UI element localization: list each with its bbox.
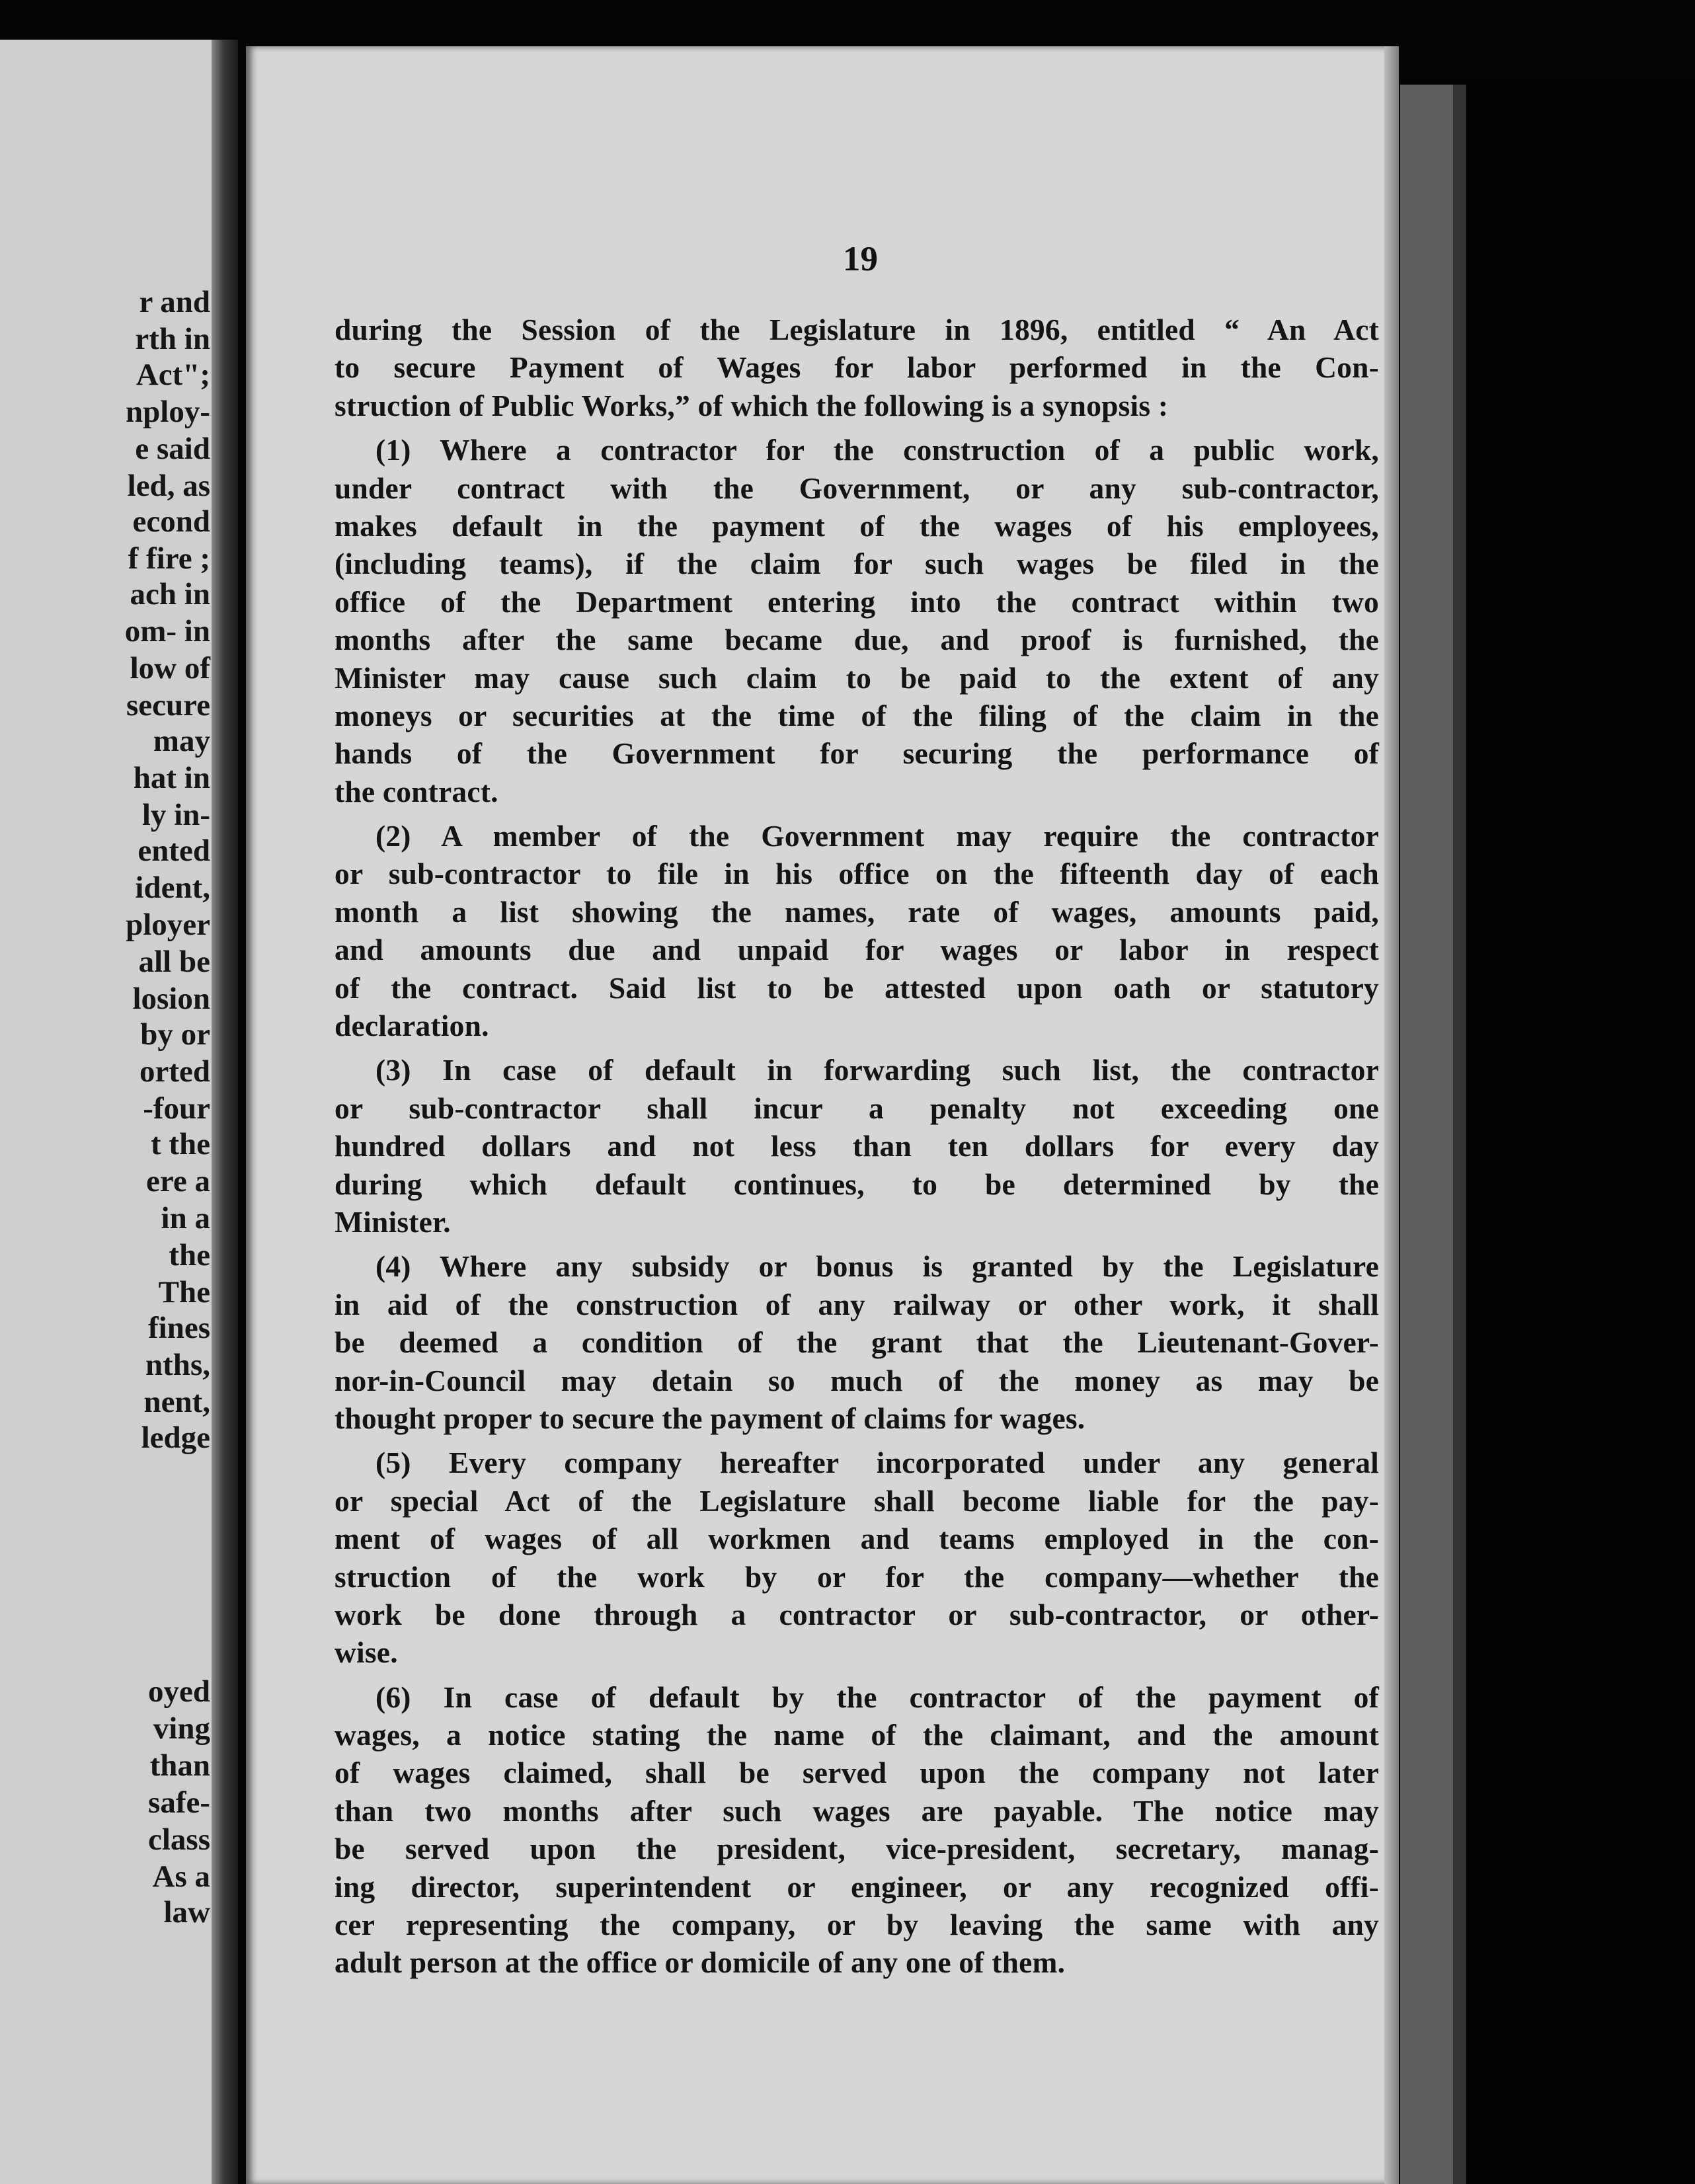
text-line: (3) In case of default in forwarding such list, the contractor bbox=[375, 1053, 1379, 1087]
text-line: wise. bbox=[335, 1635, 398, 1670]
backing-board bbox=[1400, 85, 1453, 2184]
previous-page-line: low of bbox=[130, 651, 210, 685]
previous-page-line: law bbox=[163, 1895, 210, 1930]
text-line: under contract with the Government, or any sub-contractor, bbox=[335, 471, 1379, 505]
previous-page-line: nths, bbox=[145, 1348, 210, 1382]
text-line: declaration. bbox=[335, 1009, 489, 1043]
previous-page-line: The bbox=[158, 1275, 210, 1309]
text-line: or special Act of the Legislature shall become liable for the pay- bbox=[335, 1483, 1379, 1518]
previous-page-line: oyed bbox=[148, 1674, 210, 1709]
text-line: Minister. bbox=[335, 1204, 451, 1239]
previous-page-line: than bbox=[149, 1748, 210, 1783]
previous-page-line: class bbox=[148, 1822, 210, 1857]
previous-page-line: ident, bbox=[135, 871, 210, 905]
previous-page-line: in a bbox=[161, 1201, 210, 1235]
previous-page-line: all be bbox=[138, 945, 210, 979]
previous-page-line: Act"; bbox=[136, 358, 210, 392]
previous-page-line: losion bbox=[132, 982, 210, 1016]
previous-page-line: orted bbox=[139, 1054, 210, 1089]
text-line: ment of wages of all workmen and teams employed in the con- bbox=[335, 1522, 1379, 1556]
text-line: (1) Where a contractor for the construction of a public work, bbox=[375, 433, 1379, 467]
previous-page-line: led, as bbox=[127, 469, 210, 503]
paragraph bbox=[335, 1051, 1379, 1241]
text-line: (4) Where any subsidy or bonus is granted by the Legislature bbox=[375, 1249, 1379, 1284]
previous-page bbox=[0, 40, 218, 2184]
previous-page-line: by or bbox=[140, 1017, 210, 1052]
text-line: and amounts due and unpaid for wages or labor in respect bbox=[335, 933, 1379, 967]
text-line: of wages claimed, shall be served upon the company not later bbox=[335, 1756, 1379, 1790]
previous-page-line: the bbox=[169, 1238, 210, 1272]
text-line: ing director, superintendent or engineer, or any recognized offi- bbox=[335, 1869, 1379, 1904]
text-line: office of the Department entering into the contract within two bbox=[335, 584, 1379, 619]
paragraph bbox=[335, 1247, 1379, 1437]
page-gutter bbox=[212, 40, 238, 2184]
body-text bbox=[335, 311, 1379, 1982]
previous-page-line: t the bbox=[150, 1127, 210, 1161]
text-line: adult person at the office or domicile of any one of them. bbox=[335, 1945, 1066, 1980]
text-line: be deemed a condition of the grant that the Lieutenant-Gover- bbox=[335, 1325, 1379, 1360]
paragraph bbox=[335, 817, 1379, 1044]
paragraph bbox=[335, 431, 1379, 810]
text-line: hundred dollars and not less than ten dollars for every day bbox=[335, 1129, 1379, 1163]
text-line: during the Session of the Legislature in 1896, entitled “ An Act bbox=[335, 313, 1379, 346]
text-line: or sub-contractor shall incur a penalty not exceeding one bbox=[335, 1091, 1379, 1125]
text-line: cer representing the company, or by leaving the same with any bbox=[335, 1908, 1379, 1942]
previous-page-line: e said bbox=[135, 432, 210, 466]
previous-page-line: As a bbox=[152, 1859, 210, 1894]
previous-page-line: nploy- bbox=[126, 395, 210, 429]
text-line: than two months after such wages are payable. The notice may bbox=[335, 1793, 1379, 1828]
previous-page-line: ach in bbox=[130, 577, 210, 611]
text-line: during which default continues, to be determined by the bbox=[335, 1167, 1379, 1201]
paragraph bbox=[335, 311, 1379, 424]
previous-page-line: secure bbox=[126, 688, 210, 722]
paragraph bbox=[335, 1444, 1379, 1671]
text-line: or sub-contractor to file in his office on the fifteenth day of each bbox=[335, 857, 1379, 891]
text-line: wages, a notice stating the name of the claimant, and the amount bbox=[335, 1718, 1379, 1752]
text-line: (including teams), if the claim for such wages be filed in the bbox=[335, 547, 1379, 581]
previous-page-line: ented bbox=[138, 834, 210, 868]
text-line: struction of Public Works,” of which the following is a synopsis : bbox=[335, 388, 1169, 422]
backing-board-edge bbox=[1453, 85, 1466, 2184]
page-edge bbox=[1384, 46, 1399, 2184]
text-line: thought proper to secure the payment of claims for wages. bbox=[335, 1401, 1085, 1435]
previous-page-line: econd bbox=[132, 504, 210, 539]
text-line: nor-in-Council may detain so much of the money as may be bbox=[335, 1363, 1379, 1397]
previous-page-line: hat in bbox=[133, 761, 210, 795]
previous-page-line: om- in bbox=[124, 614, 210, 648]
previous-page-line: may bbox=[153, 724, 210, 758]
previous-page-line: nent, bbox=[143, 1385, 210, 1419]
text-line: struction of the work by or for the company—whether the bbox=[335, 1559, 1379, 1594]
text-line: (6) In case of default by the contractor of the payment of bbox=[375, 1680, 1379, 1714]
previous-page-line: f fire ; bbox=[128, 541, 210, 576]
text-line: hands of the Government for securing the performance of bbox=[335, 736, 1379, 771]
text-line: be served upon the president, vice-president, secretary, manag- bbox=[335, 1832, 1379, 1866]
previous-page-line: ere a bbox=[146, 1164, 210, 1198]
previous-page-line: ving bbox=[153, 1711, 210, 1746]
text-line: moneys or securities at the time of the filing of the claim in the bbox=[335, 698, 1379, 732]
text-line: to secure Payment of Wages for labor performed in the Con- bbox=[335, 350, 1379, 385]
previous-page-line: safe- bbox=[148, 1785, 210, 1820]
text-line: of the contract. Said list to be attested upon oath or statutory bbox=[335, 970, 1379, 1005]
previous-page-line: ledge bbox=[141, 1421, 210, 1455]
text-line: month a list showing the names, rate of wages, amounts paid, bbox=[335, 894, 1379, 929]
text-line: (2) A member of the Government may require the contractor bbox=[375, 819, 1379, 853]
text-line: the contract. bbox=[335, 774, 498, 808]
text-line: work be done through a contractor or sub-contractor, or other- bbox=[335, 1597, 1379, 1631]
page-number: 19 bbox=[843, 240, 878, 278]
previous-page-line: fines bbox=[148, 1311, 210, 1345]
text-line: in aid of the construction of any railway or other work, it shall bbox=[335, 1287, 1379, 1321]
previous-page-line: ployer bbox=[126, 908, 210, 942]
text-line: Minister may cause such claim to be paid to the extent of any bbox=[335, 660, 1379, 695]
paragraph bbox=[335, 1678, 1379, 1982]
text-line: makes default in the payment of the wages of his employees, bbox=[335, 508, 1379, 543]
previous-page-line: ly in- bbox=[141, 798, 210, 832]
previous-page-line: rth in bbox=[135, 322, 210, 356]
text-line: (5) Every company hereafter incorporated under any general bbox=[375, 1446, 1379, 1480]
text-line: months after the same became due, and proof is furnished, the bbox=[335, 623, 1379, 657]
previous-page-line: -four bbox=[143, 1091, 210, 1126]
previous-page-line: r and bbox=[139, 285, 210, 319]
